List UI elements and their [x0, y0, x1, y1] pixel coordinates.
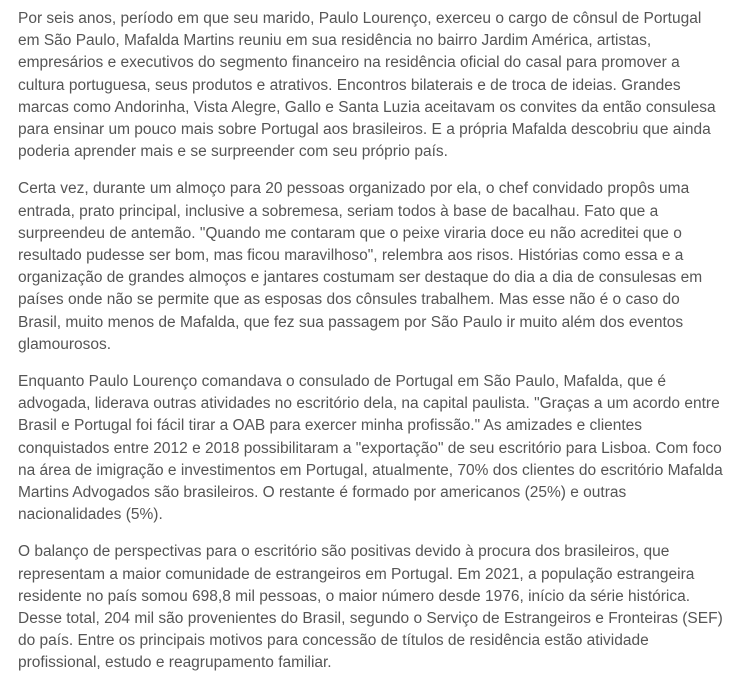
- article-paragraph-4: O balanço de perspectivas para o escritório são positivas devido à procura dos brasileiros, que representam a maior comunidade de estrangeiros em Portugal. Em 2021, a população estrangeira residente no país somou 698,8 mil pessoas, o maior número desde 1976, início da série histórica. Desse total, 204 mil são provenientes do Brasil, segundo o Serviço de Estrangeiros e Fronteiras (SEF) do país. Entre os principais motivos para concessão de títulos de residência estão atividade profissional, estudo e reagrupamento familiar.: [18, 543, 723, 672]
- article-body: [18, 8, 724, 690]
- article-paragraph-1: Por seis anos, período em que seu marido, Paulo Lourenço, exerceu o cargo de cônsul de Portugal em São Paulo, Mafalda Martins reuniu em sua residência no bairro Jardim América, artistas, empresários e executivos do segmento financeiro na residência oficial do casal para promover a cultura portuguesa, seus produtos e atrativos. Encontros bilaterais e de troca de ideias. Grandes marcas como Andorinha, Vista Alegre, Gallo e Santa Luzia aceitavam os convites da então consulesa para ensinar um pouco mais sobre Portugal aos brasileiros. E a própria Mafalda descobriu que ainda poderia aprender mais e se surpreender com seu próprio país.: [18, 10, 716, 161]
- article-paragraph-3: Enquanto Paulo Lourenço comandava o consulado de Portugal em São Paulo, Mafalda, que é advogada, liderava outras atividades no escritório dela, na capital paulista. "Graças a um acordo entre Brasil e Portugal foi fácil tirar a OAB para exercer minha profissão." As amizades e clientes conquistados entre 2012 e 2018 possibilitaram a "exportação" de seu escritório para Lisboa. Com foco na área de imigração e investimentos em Portugal, atualmente, 70% dos clientes do escritório Mafalda Martins Advogados são brasileiros. O restante é formado por americanos (25%) e outras nacionalidades (5%).: [18, 373, 723, 524]
- article-paragraph-2: Certa vez, durante um almoço para 20 pessoas organizado por ela, o chef convidado propôs uma entrada, prato principal, inclusive a sobremesa, seriam todos à base de bacalhau. Fato que a surpreendeu de antemão. "Quando me contaram que o peixe viraria doce eu não acreditei que o resultado pudesse ser bom, mas ficou maravilhoso", relembra aos risos. Histórias como essa e a organização de grandes almoços e jantares costumam ser destaque do dia a dia de consulesas em países onde não se permite que as esposas dos cônsules trabalhem. Mas esse não é o caso do Brasil, muito menos de Mafalda, que fez sua passagem por São Paulo ir muito além dos eventos glamourosos.: [18, 180, 703, 353]
